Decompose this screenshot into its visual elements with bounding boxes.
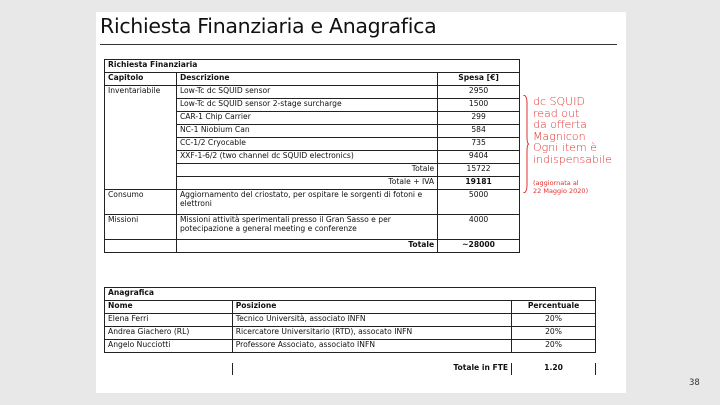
annotation-line: indispensabile [533,152,612,166]
annotation-note [533,96,612,165]
row-desc: Low-Tc dc SQUID sensor [176,86,437,99]
finance-section-title: Richiesta Finanziaria [105,60,520,73]
row-desc: Missioni attività sperimentali presso il Gran Sasso e per potecipazione a general meeting e conferenze [176,215,437,240]
grand-total-row [105,240,520,253]
row-desc: CC-1/2 Cryocable [176,138,437,151]
row-desc: Low-Tc dc SQUID sensor 2-stage surcharge [176,99,437,112]
header-percentuale: Percentuale [512,301,596,314]
brace-annotation-marker [522,95,529,193]
page-number: 38 [689,378,700,388]
totale-label: Totale [176,164,437,177]
row-percentuale: 20% [512,314,596,327]
table-header-row [105,301,596,314]
totale-iva-value: 19181 [438,177,520,190]
annotation-date [533,179,588,195]
table-row [105,190,520,215]
row-value: 735 [438,138,520,151]
row-value: 2950 [438,86,520,99]
header-nome: Nome [105,301,233,314]
row-nome: Angelo Nucciotti [105,340,233,353]
row-nome: Elena Ferri [105,314,233,327]
fte-label: Totale in FTE [232,363,511,375]
capitolo-inventariabile: Inventariabile [105,86,177,164]
row-desc: XXF-1-6/2 (two channel dc SQUID electronics) [176,151,437,164]
row-value: 4000 [438,215,520,240]
page-title: Richiesta Finanziaria e Anagrafica [100,14,437,38]
fte-total-row [105,363,596,375]
row-value: 299 [438,112,520,125]
annotation-line: read out [533,106,580,120]
totale-iva-label: Totale + IVA [176,177,437,190]
table-row [105,86,520,99]
table-row [105,340,596,353]
table-row [105,215,520,240]
row-nome: Andrea Giachero (RL) [105,327,233,340]
row-percentuale: 20% [512,340,596,353]
annotation-line: Magnicon [533,129,586,143]
row-desc: NC-1 Niobium Can [176,125,437,138]
row-desc: Aggiornamento del criostato, per ospitare le sorgenti di fotoni e elettroni [176,190,437,215]
totale-value: 15722 [438,164,520,177]
table-row [105,314,596,327]
annotation-date-line: 22 Maggio 2020) [533,187,589,195]
header-descrizione: Descrizione [176,73,437,86]
subtotal-iva-row [105,177,520,190]
annotation-line: da offerta [533,118,587,131]
fte-value: 1.20 [512,363,596,375]
row-value: 1500 [438,99,520,112]
capitolo-consumo: Consumo [105,190,177,215]
grand-total-label: Totale [176,240,437,253]
finance-table [104,59,520,253]
annotation-date-line: (aggiornata al [533,179,579,187]
header-posizione: Posizione [232,301,511,314]
capitolo-missioni: Missioni [105,215,177,240]
row-posizione: Tecnico Università, associato INFN [232,314,511,327]
header-spesa: Spesa [€] [438,73,520,86]
title-divider [100,44,617,45]
table-row [105,327,596,340]
table-header-row [105,73,520,86]
row-value: 5000 [438,190,520,215]
slide [96,12,626,393]
row-percentuale: 20% [512,327,596,340]
header-capitolo: Capitolo [105,73,177,86]
row-posizione: Ricercatore Universitario (RTD), assocato INFN [232,327,511,340]
annotation-line: Ogni item è [533,141,597,154]
row-desc: CAR-1 Chip Carrier [176,112,437,125]
row-value: 584 [438,125,520,138]
annotation-line: dc SQUID [533,95,585,108]
row-posizione: Professore Associato, associato INFN [232,340,511,353]
row-value: 9404 [438,151,520,164]
subtotal-row [105,164,520,177]
anagrafica-table [104,287,596,375]
anagrafica-section-title: Anagrafica [105,288,596,301]
grand-total-value: ~28000 [438,240,520,253]
